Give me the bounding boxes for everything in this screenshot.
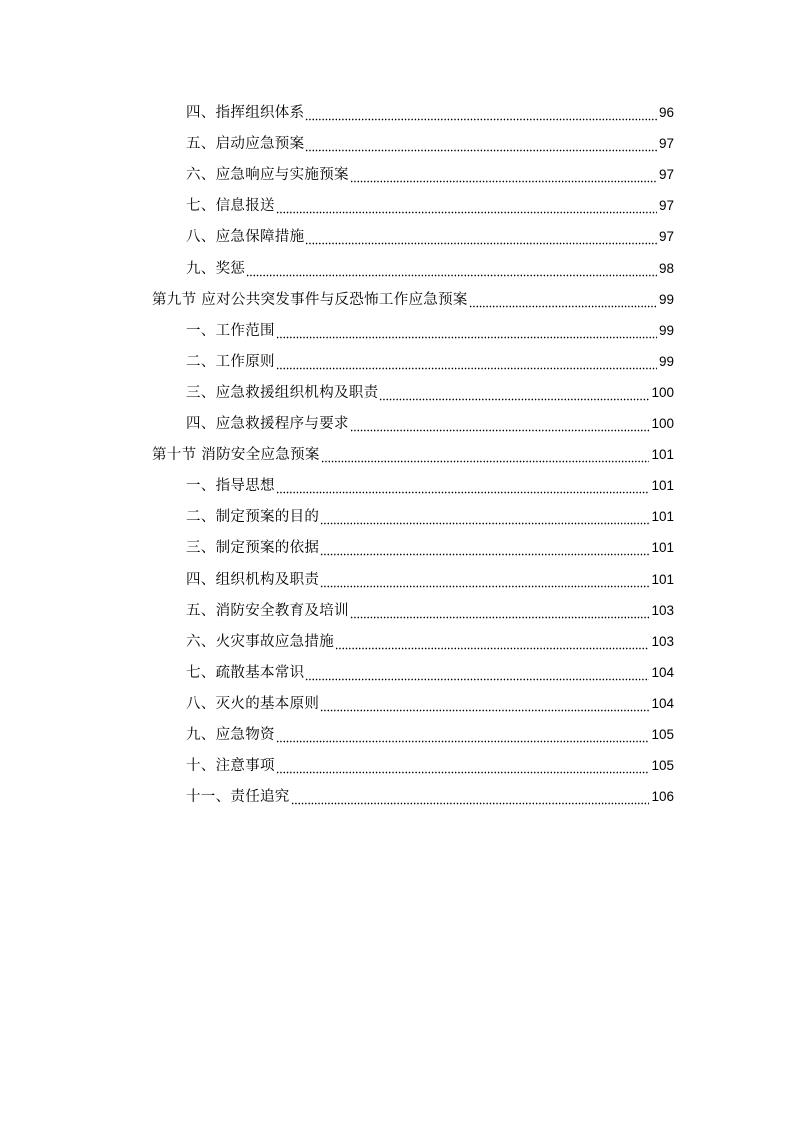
toc-entry[interactable] <box>186 412 674 434</box>
toc-entry-page: 101 <box>651 571 674 587</box>
toc-entry-title: 四、组织机构及职责 <box>186 571 320 588</box>
toc-entry[interactable] <box>186 630 674 652</box>
toc-entry-title: 二、工作原则 <box>186 353 275 370</box>
toc-entry[interactable] <box>186 505 674 527</box>
toc-entry[interactable] <box>186 568 674 590</box>
dot-leader <box>335 632 649 652</box>
toc-entry-title: 八、灭火的基本原则 <box>186 695 320 712</box>
toc-entry-page: 99 <box>658 322 674 338</box>
toc-entry[interactable] <box>186 350 674 372</box>
toc-entry[interactable] <box>186 225 674 247</box>
toc-entry[interactable] <box>186 381 674 403</box>
dot-leader <box>321 445 650 465</box>
toc-entry-title: 第十节 消防安全应急预案 <box>152 447 320 464</box>
toc-entry[interactable] <box>186 163 674 185</box>
toc-entry-page: 99 <box>658 291 674 307</box>
toc-entry[interactable] <box>186 723 674 745</box>
dot-leader <box>276 725 650 745</box>
dot-leader <box>276 321 657 341</box>
toc-entry-page: 105 <box>651 758 674 774</box>
dot-leader <box>320 538 649 558</box>
toc-entry-title: 八、应急保障措施 <box>186 229 305 246</box>
toc-entry-page: 98 <box>658 260 674 276</box>
toc-entry[interactable] <box>186 661 674 683</box>
dot-leader <box>350 414 650 434</box>
toc-entry[interactable] <box>186 257 674 279</box>
toc-entry-title: 六、应急响应与实施预案 <box>186 167 349 184</box>
toc-entry[interactable] <box>186 692 674 714</box>
toc-entry-title: 一、指导思想 <box>186 478 275 495</box>
dot-leader <box>350 601 650 621</box>
toc-entry[interactable] <box>186 754 674 776</box>
dot-leader <box>305 227 657 247</box>
toc-entry[interactable] <box>186 101 674 123</box>
toc-entry-title: 七、信息报送 <box>186 198 275 215</box>
toc-entry-page: 103 <box>651 633 674 649</box>
toc-entry-page: 105 <box>651 727 674 742</box>
toc-entry-page: 101 <box>651 509 674 525</box>
toc-entry-title: 十一、责任追究 <box>186 789 290 806</box>
toc-entry-title: 九、应急物资 <box>186 727 275 743</box>
toc-entry-title: 四、指挥组织体系 <box>186 105 305 121</box>
toc-entry-page: 97 <box>658 198 674 214</box>
toc-entry-page: 97 <box>658 229 674 245</box>
toc-entry-page: 97 <box>658 136 674 152</box>
toc-entry[interactable] <box>186 194 674 216</box>
dot-leader <box>246 259 657 279</box>
toc-entry-title: 三、制定预案的依据 <box>186 540 320 557</box>
toc-entry-page: 99 <box>658 353 674 369</box>
dot-leader <box>305 134 657 154</box>
dot-leader <box>305 663 649 683</box>
dot-leader <box>305 103 657 123</box>
dot-leader <box>291 787 650 807</box>
toc-entry-page: 101 <box>651 447 674 463</box>
toc-entry-title: 五、消防安全教育及培训 <box>186 602 349 619</box>
toc-entry-page: 103 <box>651 602 674 618</box>
toc-entry-page: 96 <box>658 105 674 120</box>
dot-leader <box>320 694 649 714</box>
toc-entry-page: 100 <box>651 384 674 400</box>
toc-entry[interactable] <box>186 785 674 807</box>
dot-leader <box>276 756 650 776</box>
toc-entry-title: 三、应急救援组织机构及职责 <box>186 384 379 401</box>
toc-entry-page: 101 <box>651 540 674 556</box>
toc-entry-title: 二、制定预案的目的 <box>186 509 320 526</box>
dot-leader <box>276 196 657 216</box>
toc-entry[interactable] <box>186 319 674 341</box>
toc-entry-title: 第九节 应对公共突发事件与反恐怖工作应急预案 <box>152 291 468 308</box>
dot-leader <box>379 383 649 403</box>
toc-entry-title: 十、注意事项 <box>186 758 275 775</box>
dot-leader <box>469 290 657 310</box>
toc-section-entry[interactable] <box>152 443 674 465</box>
toc-entry[interactable] <box>186 599 674 621</box>
toc-entry-page: 97 <box>658 167 674 183</box>
dot-leader <box>320 507 649 527</box>
toc-entry-title: 四、应急救援程序与要求 <box>186 416 349 432</box>
dot-leader <box>320 570 649 590</box>
toc-entry-title: 六、火灾事故应急措施 <box>186 633 334 650</box>
toc-entry-page: 100 <box>651 416 674 431</box>
toc-entry[interactable] <box>186 132 674 154</box>
toc-entry-title: 九、奖惩 <box>186 260 246 277</box>
toc-entry-title: 七、疏散基本常识 <box>186 664 305 681</box>
dot-leader <box>350 165 657 185</box>
toc-entry-page: 104 <box>651 664 674 680</box>
dot-leader <box>276 352 657 372</box>
toc-entry-page: 104 <box>651 695 674 711</box>
toc-section-entry[interactable] <box>152 288 674 310</box>
toc-entry[interactable] <box>186 474 674 496</box>
dot-leader <box>276 476 650 496</box>
toc-entry-title: 五、启动应急预案 <box>186 136 305 153</box>
toc-entry[interactable] <box>186 536 674 558</box>
toc-entry-page: 101 <box>651 478 674 494</box>
toc-entry-title: 一、工作范围 <box>186 322 275 339</box>
toc-entry-page: 106 <box>651 789 674 805</box>
